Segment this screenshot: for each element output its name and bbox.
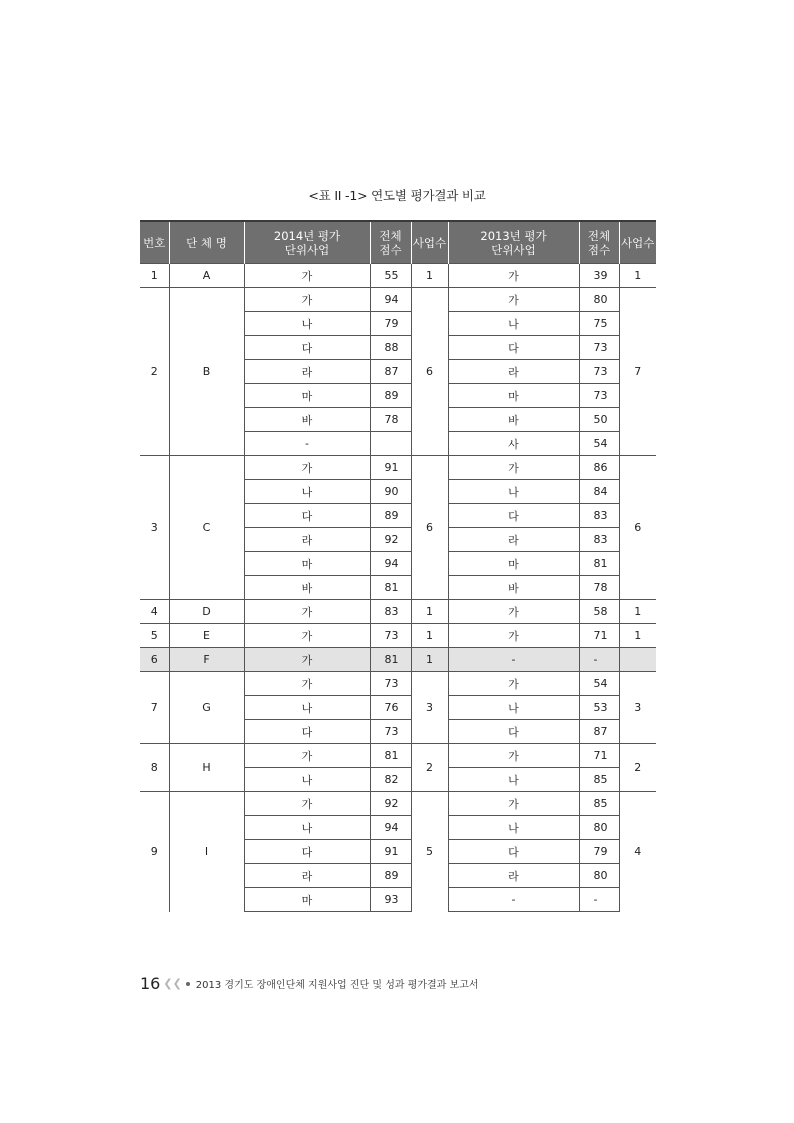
cell-score-2014: 78 <box>370 408 411 432</box>
cell-score-2013: 80 <box>579 864 619 888</box>
cell-org: G <box>169 672 244 744</box>
cell-unit-2014: 가 <box>244 288 370 312</box>
cell-unit-2013: 마 <box>448 384 579 408</box>
cell-unit-2013: 가 <box>448 744 579 768</box>
header-score-2013-line2: 점수 <box>587 242 611 257</box>
cell-count-2013: 4 <box>619 792 656 912</box>
cell-unit-2014: 다 <box>244 840 370 864</box>
cell-no: 4 <box>140 600 169 624</box>
table-row <box>140 672 656 696</box>
cell-unit-2013: 다 <box>448 504 579 528</box>
cell-score-2013: 50 <box>579 408 619 432</box>
cell-unit-2013: 바 <box>448 408 579 432</box>
cell-score-2013: 54 <box>579 672 619 696</box>
table-row <box>140 456 656 480</box>
cell-unit-2014: 나 <box>244 312 370 336</box>
cell-count-2013: 6 <box>619 456 656 600</box>
cell-unit-2014: 나 <box>244 816 370 840</box>
cell-unit-2014: 가 <box>244 648 370 672</box>
table-row <box>140 624 656 648</box>
cell-unit-2013: 가 <box>448 288 579 312</box>
cell-unit-2013: 다 <box>448 336 579 360</box>
cell-score-2014: 91 <box>370 456 411 480</box>
cell-unit-2013: 가 <box>448 600 579 624</box>
cell-score-2014: 89 <box>370 504 411 528</box>
cell-no: 7 <box>140 672 169 744</box>
cell-score-2014: 92 <box>370 792 411 816</box>
cell-unit-2014: 라 <box>244 360 370 384</box>
cell-unit-2013: - <box>448 648 579 672</box>
cell-unit-2014: 바 <box>244 576 370 600</box>
header-score-2013 <box>579 221 619 264</box>
cell-unit-2014: 가 <box>244 744 370 768</box>
cell-org: H <box>169 744 244 792</box>
cell-count-2013: 2 <box>619 744 656 792</box>
cell-unit-2013: 나 <box>448 696 579 720</box>
cell-unit-2013: 바 <box>448 576 579 600</box>
table-row <box>140 648 656 672</box>
cell-unit-2014: 마 <box>244 552 370 576</box>
cell-unit-2013: 나 <box>448 312 579 336</box>
cell-count-2014: 1 <box>411 648 448 672</box>
page-footer <box>140 974 479 993</box>
header-org: 단 체 명 <box>169 221 244 264</box>
cell-score-2014: 83 <box>370 600 411 624</box>
page-number: 16 <box>140 974 161 993</box>
cell-score-2013: 87 <box>579 720 619 744</box>
cell-unit-2014: 가 <box>244 624 370 648</box>
cell-score-2014: 92 <box>370 528 411 552</box>
cell-unit-2014: 다 <box>244 720 370 744</box>
cell-unit-2013: 나 <box>448 768 579 792</box>
header-unit-2014 <box>244 221 370 264</box>
cell-count-2013: 3 <box>619 672 656 744</box>
cell-unit-2013: 나 <box>448 480 579 504</box>
cell-count-2014: 5 <box>411 792 448 912</box>
cell-no: 9 <box>140 792 169 912</box>
cell-org: B <box>169 288 244 456</box>
cell-unit-2014: 가 <box>244 600 370 624</box>
cell-no: 6 <box>140 648 169 672</box>
cell-unit-2013: - <box>448 888 579 912</box>
cell-unit-2013: 가 <box>448 672 579 696</box>
cell-no: 2 <box>140 288 169 456</box>
cell-org: A <box>169 264 244 288</box>
header-unit-2013 <box>448 221 579 264</box>
cell-score-2014: 81 <box>370 648 411 672</box>
cell-count-2014: 1 <box>411 600 448 624</box>
cell-score-2013: 54 <box>579 432 619 456</box>
cell-org: D <box>169 600 244 624</box>
cell-score-2014: 94 <box>370 288 411 312</box>
cell-score-2014: 76 <box>370 696 411 720</box>
cell-score-2013: 85 <box>579 768 619 792</box>
cell-unit-2013: 라 <box>448 360 579 384</box>
cell-score-2014: 73 <box>370 720 411 744</box>
cell-score-2014 <box>370 432 411 456</box>
cell-score-2013: 86 <box>579 456 619 480</box>
table-row <box>140 792 656 816</box>
cell-score-2013: 83 <box>579 504 619 528</box>
cell-score-2013: 73 <box>579 336 619 360</box>
cell-unit-2013: 가 <box>448 264 579 288</box>
bullet-icon <box>186 982 190 986</box>
cell-unit-2013: 다 <box>448 840 579 864</box>
header-score-2014-line2: 점수 <box>379 242 402 257</box>
cell-count-2014: 6 <box>411 288 448 456</box>
cell-score-2013: 39 <box>579 264 619 288</box>
cell-score-2014: 81 <box>370 744 411 768</box>
cell-unit-2014: 가 <box>244 792 370 816</box>
cell-unit-2014: 마 <box>244 384 370 408</box>
cell-unit-2013: 라 <box>448 528 579 552</box>
header-count-2014: 사업수 <box>411 221 448 264</box>
table-caption: <표 II -1> 연도별 평가결과 비교 <box>308 188 486 203</box>
cell-score-2014: 87 <box>370 360 411 384</box>
cell-score-2014: 55 <box>370 264 411 288</box>
cell-no: 3 <box>140 456 169 600</box>
cell-count-2013: 1 <box>619 600 656 624</box>
cell-score-2013: 85 <box>579 792 619 816</box>
cell-score-2013: 73 <box>579 360 619 384</box>
cell-score-2013: 84 <box>579 480 619 504</box>
cell-score-2013: 58 <box>579 600 619 624</box>
cell-score-2013: 71 <box>579 744 619 768</box>
cell-score-2014: 89 <box>370 384 411 408</box>
cell-score-2014: 89 <box>370 864 411 888</box>
cell-unit-2014: - <box>244 432 370 456</box>
cell-unit-2013: 사 <box>448 432 579 456</box>
table-row <box>140 744 656 768</box>
cell-unit-2013: 다 <box>448 720 579 744</box>
cell-unit-2013: 마 <box>448 552 579 576</box>
cell-score-2013: 71 <box>579 624 619 648</box>
cell-unit-2013: 가 <box>448 792 579 816</box>
footer-title: 2013 경기도 장애인단체 지원사업 진단 및 성과 평가결과 보고서 <box>195 980 479 991</box>
cell-score-2014: 82 <box>370 768 411 792</box>
cell-unit-2014: 라 <box>244 864 370 888</box>
cell-org: E <box>169 624 244 648</box>
cell-score-2014: 88 <box>370 336 411 360</box>
cell-unit-2014: 가 <box>244 672 370 696</box>
cell-unit-2014: 라 <box>244 528 370 552</box>
header-unit-2014-line1: 2014년 평가 <box>273 228 341 243</box>
cell-unit-2013: 라 <box>448 864 579 888</box>
cell-score-2014: 91 <box>370 840 411 864</box>
cell-score-2014: 94 <box>370 816 411 840</box>
cell-org: F <box>169 648 244 672</box>
header-score-2013-line1: 전체 <box>587 228 611 243</box>
cell-count-2014: 2 <box>411 744 448 792</box>
header-no: 번호 <box>140 221 169 264</box>
cell-unit-2013: 가 <box>448 456 579 480</box>
cell-count-2013: 7 <box>619 288 656 456</box>
cell-score-2013: 73 <box>579 384 619 408</box>
cell-score-2014: 94 <box>370 552 411 576</box>
cell-score-2013: 81 <box>579 552 619 576</box>
table-row <box>140 264 656 288</box>
cell-unit-2014: 다 <box>244 504 370 528</box>
cell-score-2014: 90 <box>370 480 411 504</box>
cell-count-2014: 1 <box>411 264 448 288</box>
cell-org: C <box>169 456 244 600</box>
cell-no: 8 <box>140 744 169 792</box>
cell-unit-2014: 가 <box>244 456 370 480</box>
cell-score-2013: 79 <box>579 840 619 864</box>
cell-count-2014: 1 <box>411 624 448 648</box>
cell-count-2013: 1 <box>619 624 656 648</box>
cell-score-2014: 81 <box>370 576 411 600</box>
table-body <box>140 264 656 912</box>
cell-score-2013: 83 <box>579 528 619 552</box>
header-score-2014 <box>370 221 411 264</box>
header-count-2013: 사업수 <box>619 221 656 264</box>
cell-unit-2014: 나 <box>244 480 370 504</box>
cell-score-2013: - <box>579 888 619 912</box>
cell-count-2014: 3 <box>411 672 448 744</box>
header-score-2014-line1: 전체 <box>379 228 402 243</box>
cell-unit-2014: 다 <box>244 336 370 360</box>
table-row <box>140 600 656 624</box>
cell-score-2013: 53 <box>579 696 619 720</box>
header-unit-2013-line2: 단위사업 <box>491 242 536 257</box>
cell-no: 5 <box>140 624 169 648</box>
cell-score-2014: 93 <box>370 888 411 912</box>
cell-score-2014: 79 <box>370 312 411 336</box>
cell-score-2013: 78 <box>579 576 619 600</box>
cell-score-2013: 80 <box>579 288 619 312</box>
header-row <box>140 221 656 264</box>
cell-unit-2014: 마 <box>244 888 370 912</box>
cell-unit-2014: 바 <box>244 408 370 432</box>
table-row <box>140 288 656 312</box>
header-unit-2014-line2: 단위사업 <box>284 242 330 257</box>
cell-score-2013: - <box>579 648 619 672</box>
cell-no: 1 <box>140 264 169 288</box>
double-chevron-left-icon: ❮❮ <box>163 977 182 990</box>
cell-unit-2013: 가 <box>448 624 579 648</box>
cell-count-2014: 6 <box>411 456 448 600</box>
header-unit-2013-line1: 2013년 평가 <box>480 228 547 243</box>
cell-unit-2014: 가 <box>244 264 370 288</box>
cell-score-2013: 75 <box>579 312 619 336</box>
cell-count-2013 <box>619 648 656 672</box>
evaluation-table <box>140 220 656 912</box>
cell-unit-2014: 나 <box>244 768 370 792</box>
cell-unit-2013: 나 <box>448 816 579 840</box>
cell-score-2014: 73 <box>370 672 411 696</box>
cell-unit-2014: 나 <box>244 696 370 720</box>
cell-count-2013: 1 <box>619 264 656 288</box>
cell-score-2014: 73 <box>370 624 411 648</box>
cell-org: I <box>169 792 244 912</box>
cell-score-2013: 80 <box>579 816 619 840</box>
